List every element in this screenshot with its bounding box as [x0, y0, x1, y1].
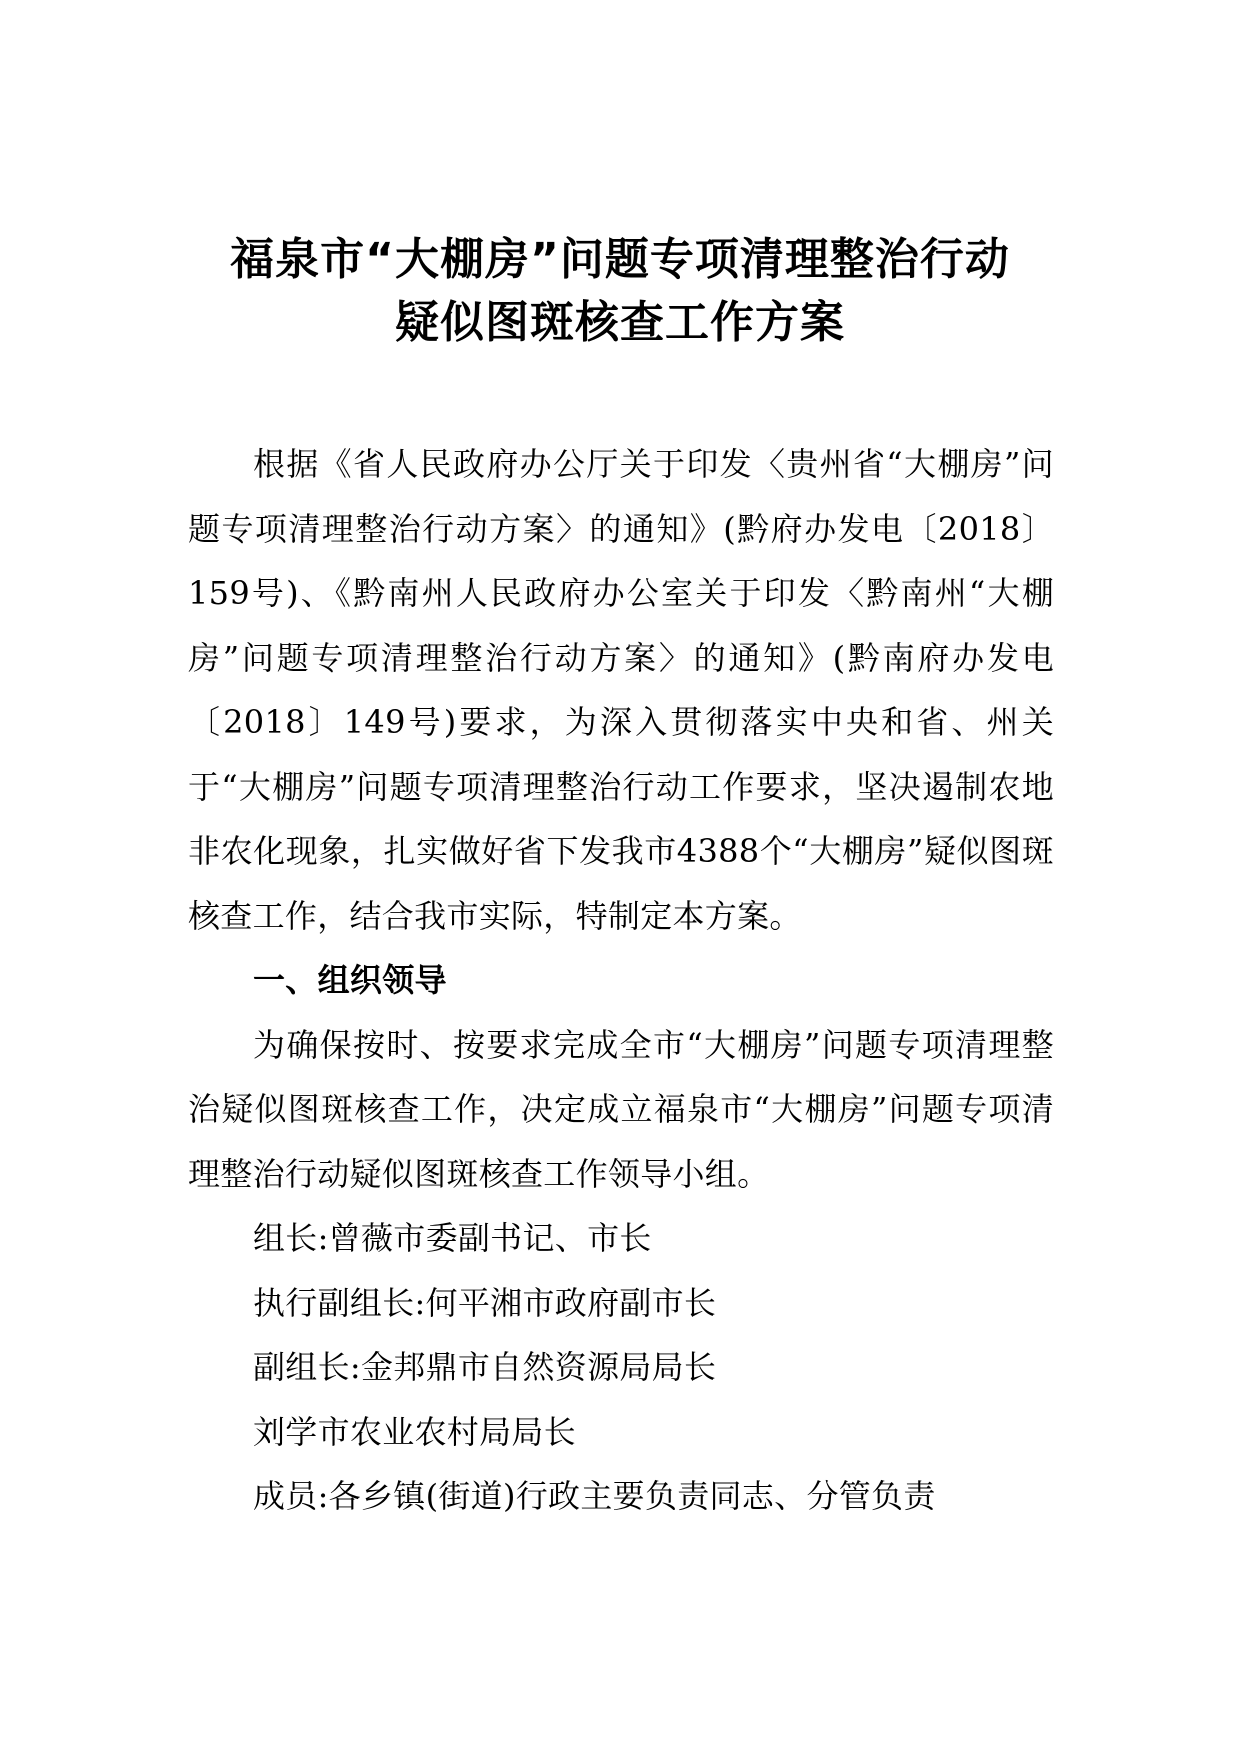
- member-line-deputy-2: 刘学市农业农村局局长: [253, 1412, 577, 1451]
- member-line-executive-deputy: 执行副组长:何平湘市政府副市长: [253, 1283, 717, 1322]
- title-line-1: 福泉市“大棚房”问题专项清理整治行动: [230, 234, 1010, 285]
- member-line-members: 成员:各乡镇(街道)行政主要负责同志、分管负责: [253, 1477, 936, 1515]
- title-line-2: 疑似图斑核查工作方案: [395, 297, 845, 348]
- section-paragraph-organization: 为确保按时、按要求完成全市“大棚房”问题专项清理整治疑似图斑核查工作，决定成立福泉市“大棚房”问题专项清理整治行动疑似图斑核查工作领导小组。: [188, 1025, 1054, 1193]
- intro-paragraph: 根据《省人民政府办公厅关于印发〈贵州省“大棚房”问题专项清理整治行动方案〉的通知》(黔府办发电〔2018〕159号)、《黔南州人民政府办公室关于印发〈黔南州“大棚房”问题专项清理整治行动方案〉的通知》(黔南府办发电〔2018〕149号)要求，为深入贯彻落实中央和省、州关于“大棚房”问题专项清理整治行动工作要求，坚决遏制农地非农化现象，扎实做好省下发我市4388个“大棚房”疑似图斑核查工作，结合我市实际，特制定本方案。: [188, 445, 1054, 935]
- member-line-deputy-1: 副组长:金邦鼎市自然资源局局长: [253, 1348, 717, 1386]
- member-line-leader: 组长:曾薇市委副书记、市长: [253, 1219, 652, 1257]
- document-title: [150, 228, 1090, 354]
- document-body: [188, 432, 1054, 1529]
- section-heading-organization: 一、组织领导: [253, 961, 447, 999]
